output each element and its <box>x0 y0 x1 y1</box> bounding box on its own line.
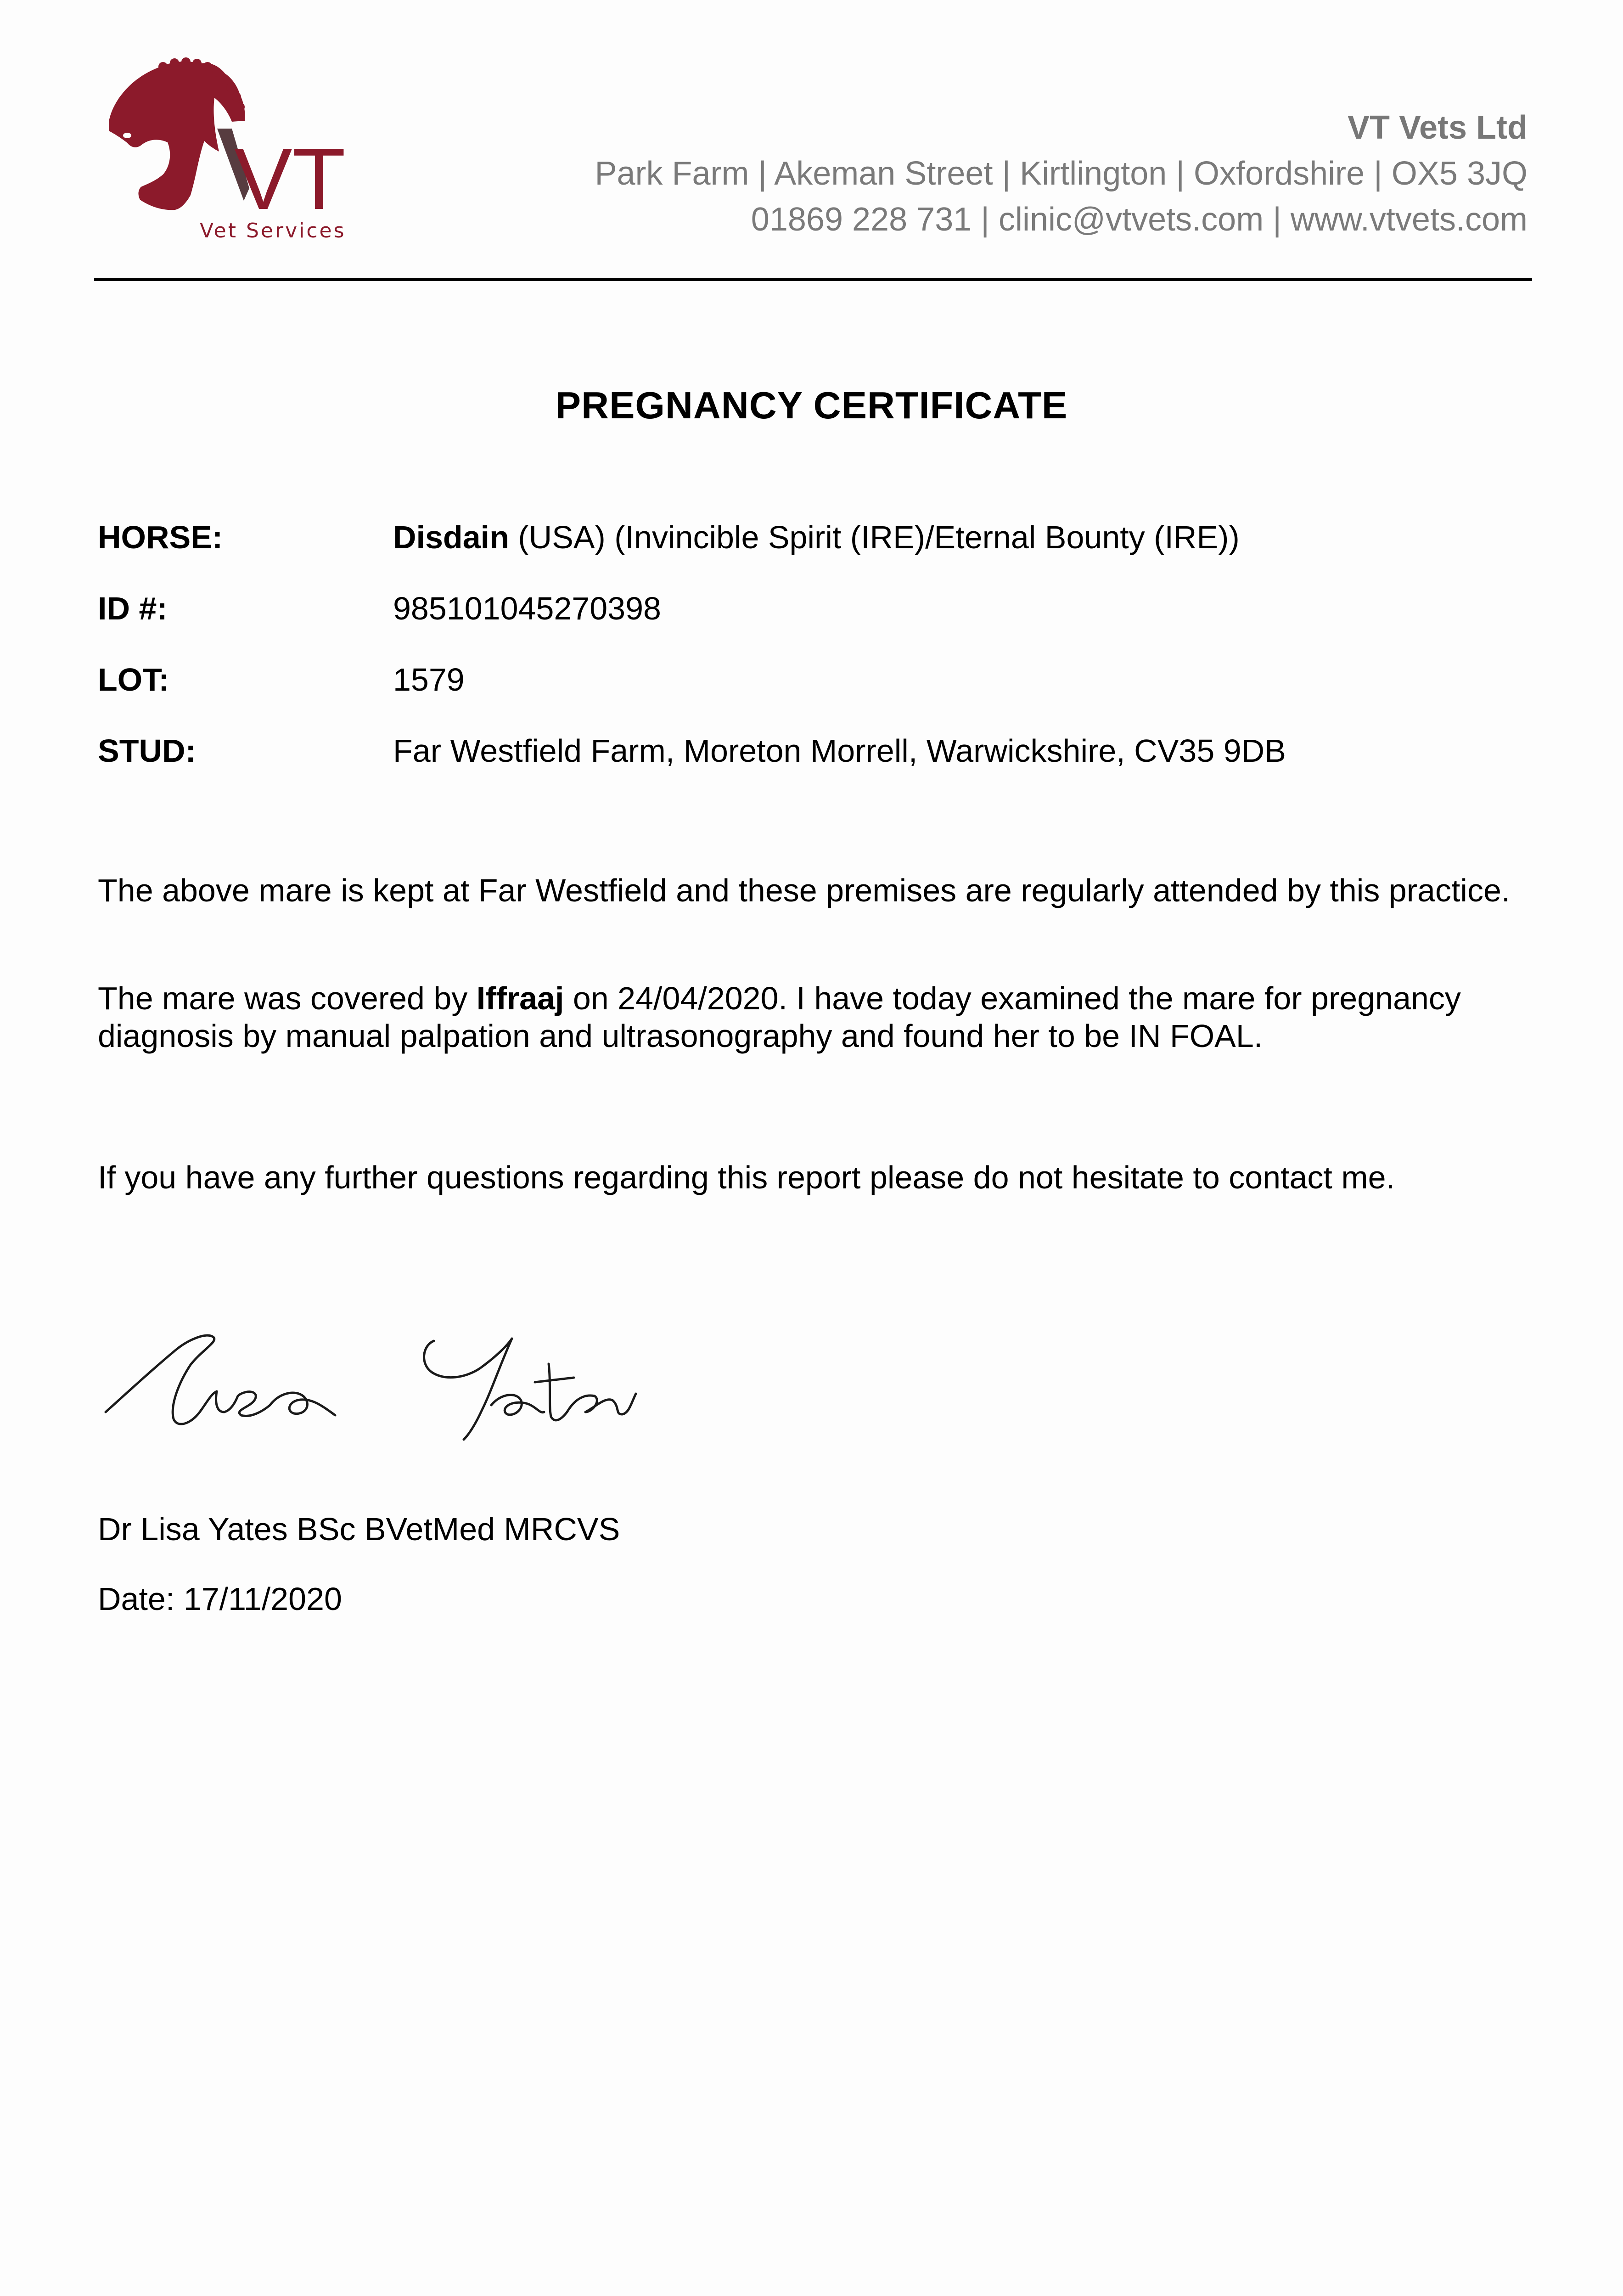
horse-value <box>393 514 1240 560</box>
horse-pedigree: (USA) (Invincible Spirit (IRE)/Eternal Bounty (IRE)) <box>509 519 1240 555</box>
company-contact: 01869 228 731 | clinic@vtvets.com | www.vtvets.com <box>751 201 1528 238</box>
detail-row-stud <box>98 728 1521 799</box>
paragraph-premises: The above mare is kept at Far Westfield and these premises are regularly attended by this practice. <box>98 872 1511 908</box>
company-details <box>595 105 1528 242</box>
horse-name: Disdain <box>393 519 509 555</box>
id-value: 985101045270398 <box>393 591 661 626</box>
horse-details <box>98 514 1521 799</box>
horse-label: HORSE: <box>98 519 223 555</box>
paragraph-contact: If you have any further questions regarding this report please do not hesitate to contact me. <box>98 1159 1395 1195</box>
exam-prefix: The mare was covered by <box>98 980 477 1016</box>
id-label: ID #: <box>98 591 168 626</box>
document-title: PREGNANCY CERTIFICATE <box>555 384 1068 427</box>
header-divider <box>94 278 1532 281</box>
company-name: VT Vets Ltd <box>1347 109 1528 146</box>
stud-value: Far Westfield Farm, Moreton Morrell, Warwickshire, CV35 9DB <box>393 733 1286 769</box>
vt-vets-logo <box>94 57 351 246</box>
paragraph-examination <box>98 979 1530 1055</box>
detail-row-id <box>98 585 1521 657</box>
detail-row-lot <box>98 657 1521 728</box>
signer-name: Dr Lisa Yates BSc BVetMed MRCVS <box>98 1511 620 1547</box>
signature-date: Date: 17/11/2020 <box>98 1581 342 1617</box>
exam-suffix: on 24/04/2020. I have today examined the mare for pregnancy diagnosis by manual palpation and ultrasonography and found her to be IN FOAL. <box>98 980 1461 1054</box>
stud-label: STUD: <box>98 733 196 769</box>
company-address: Park Farm | Akeman Street | Kirtlington | Oxfordshire | OX5 3JQ <box>595 155 1528 192</box>
logo-subtitle: Vet Services <box>200 219 346 242</box>
sire-name: Iffraaj <box>476 980 564 1016</box>
lot-value: 1579 <box>393 662 465 698</box>
lot-label: LOT: <box>98 662 169 698</box>
handwritten-signature <box>96 1313 702 1446</box>
detail-row-horse <box>98 514 1521 585</box>
logo-letters: VT <box>234 130 346 228</box>
